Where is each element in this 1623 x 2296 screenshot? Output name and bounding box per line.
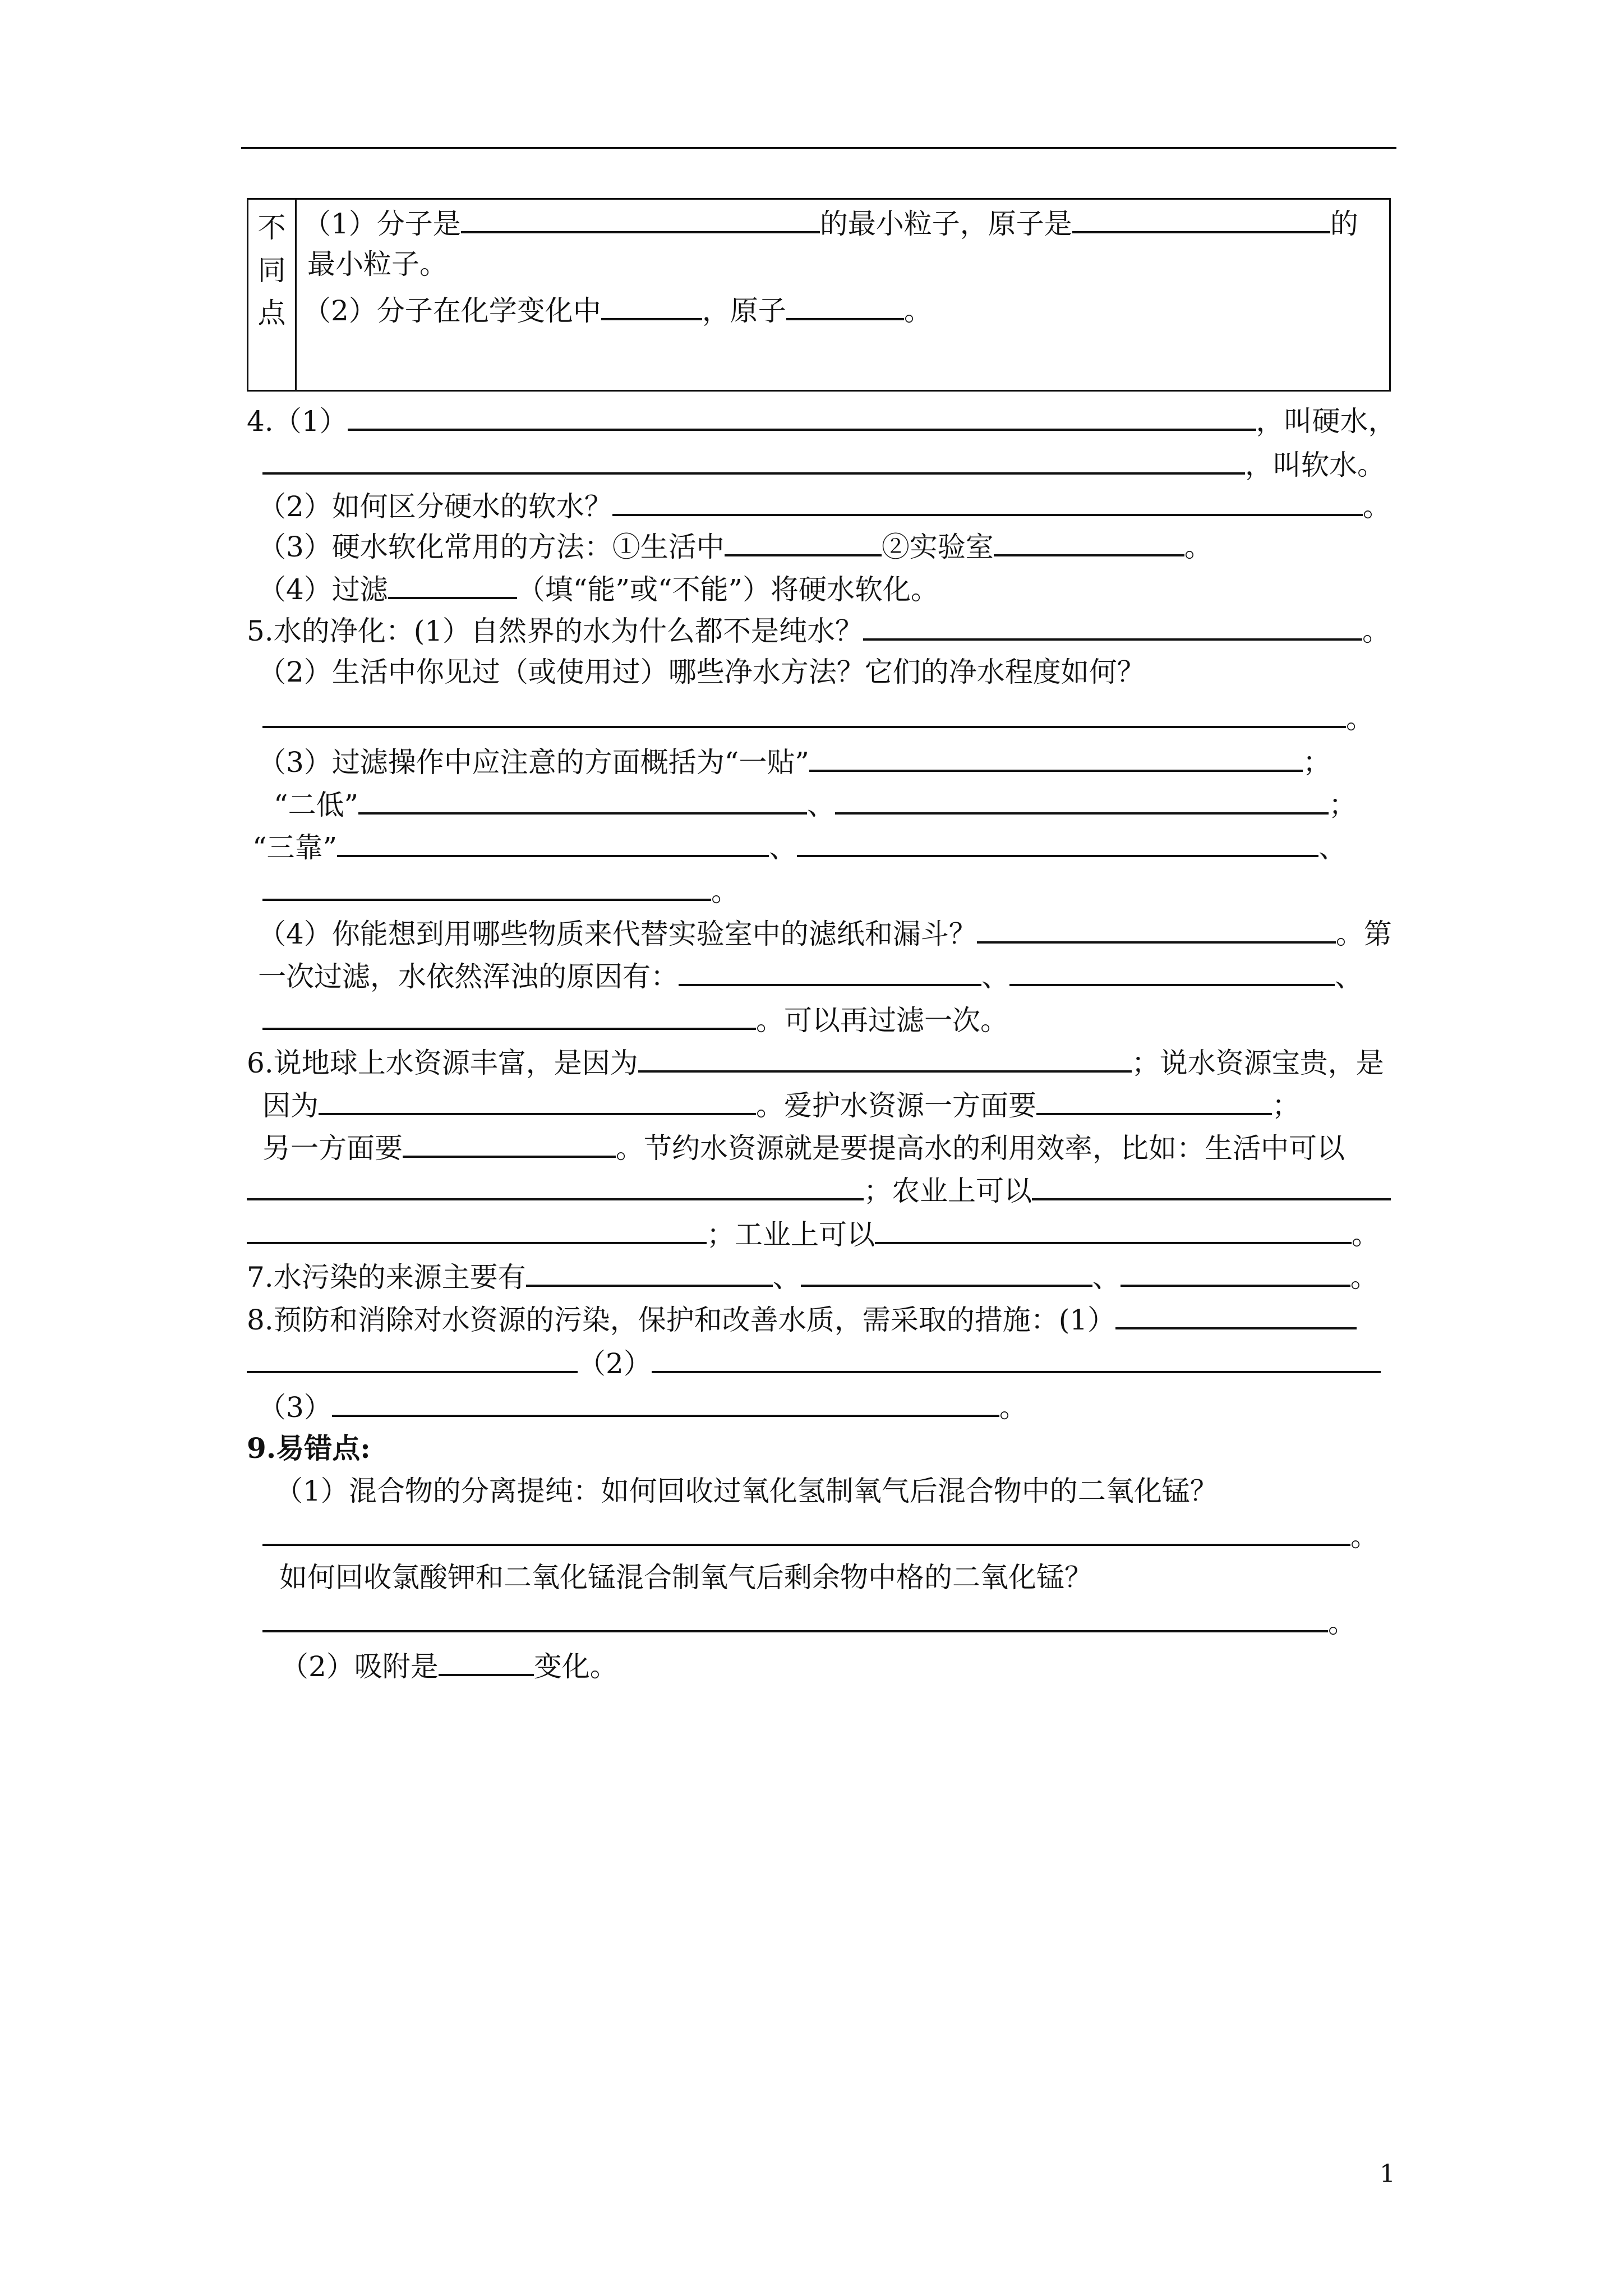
text: （1）分子是 [303, 208, 461, 240]
text: ；工业上可以 [707, 1218, 875, 1251]
blank[interactable] [262, 1604, 1328, 1632]
blank[interactable] [262, 873, 711, 901]
q5-line-6 [252, 829, 1347, 864]
table-side-label [248, 200, 297, 390]
q5-line-2: （2）生活中你见过（或使用过）哪些净水方法？它们的净水程度如何？ [258, 656, 1145, 688]
text: 。爱护水资源一方面要 [756, 1089, 1036, 1122]
text: 。节约水资源就是要提高水的利用效率，比如：生活中可以 [616, 1132, 1345, 1165]
blank[interactable] [526, 1259, 773, 1287]
text: （2）吸附是 [280, 1650, 439, 1683]
blank[interactable] [262, 1518, 1350, 1546]
q9-line-3: 如何回收氯酸钾和二氧化锰混合制氧气后剩余物中格的二氧化锰？ [279, 1561, 1092, 1594]
q5-line-7 [262, 873, 739, 908]
side-char: 同 [257, 254, 286, 287]
blank[interactable] [977, 915, 1336, 944]
blank[interactable] [247, 1172, 864, 1200]
text: 。 [903, 295, 932, 327]
blank[interactable] [1121, 1259, 1350, 1287]
blank[interactable] [337, 829, 769, 857]
blank[interactable] [1009, 958, 1335, 986]
q8-line-3 [258, 1389, 1027, 1424]
text: ；说水资源宝贵，是 [1131, 1047, 1384, 1079]
q4-line-5 [258, 571, 939, 606]
text: （2） [578, 1347, 652, 1380]
text: ②实验室 [881, 531, 994, 563]
text: ，叫软水。 [1245, 449, 1385, 481]
table-row-1 [303, 205, 1358, 241]
q5-line-4 [258, 744, 1331, 779]
blank[interactable] [875, 1216, 1352, 1244]
q4-line-1 [247, 403, 1396, 438]
blank[interactable] [247, 1216, 707, 1244]
text: （3） [258, 1391, 332, 1424]
text: 另一方面要 [262, 1132, 403, 1165]
q9-title: 9.易错点: [247, 1432, 371, 1465]
text: 。 [1184, 531, 1212, 563]
blank[interactable] [403, 1130, 616, 1158]
text: ； [1302, 746, 1331, 779]
blank[interactable] [332, 1389, 999, 1417]
text: 4.（1） [247, 405, 348, 438]
text: 7.水污染的来源主要有 [247, 1261, 526, 1294]
blank[interactable] [638, 1045, 1132, 1073]
text: 、 [981, 960, 1009, 993]
blank[interactable] [1032, 1172, 1391, 1200]
blank[interactable] [652, 1345, 1381, 1373]
text: 。 [1362, 615, 1391, 647]
q5-line-8 [258, 915, 1392, 951]
table-row-2: 最小粒子。 [307, 248, 448, 280]
text: 、 [1318, 831, 1347, 864]
blank[interactable] [1036, 1087, 1272, 1115]
page-number: 1 [1380, 2160, 1395, 2188]
blank[interactable] [801, 1259, 1092, 1287]
text: ，原子 [702, 295, 786, 327]
q4-line-4 [258, 528, 1212, 564]
blank[interactable] [835, 786, 1329, 815]
q9-line-1: （1）混合物的分离提纯：如何回收过氧化氢制氧气后混合物中的二氧化锰？ [275, 1475, 1218, 1507]
text: ； [1272, 1089, 1300, 1122]
text: “三靠” [252, 831, 338, 864]
q5-line-10 [262, 1002, 1008, 1037]
text: 、 [807, 789, 836, 821]
side-char: 不 [257, 211, 286, 244]
q8-line-2 [247, 1345, 1381, 1381]
text: 。可以再过滤一次。 [756, 1004, 1008, 1037]
text: 。 [1350, 1520, 1378, 1553]
text: 一次过滤，水依然浑浊的原因有： [258, 960, 679, 993]
header-rule [241, 147, 1396, 149]
text: 、 [769, 831, 797, 864]
q6-line-4 [247, 1172, 1391, 1208]
blank[interactable] [863, 613, 1362, 641]
text: ；农业上可以 [864, 1175, 1032, 1207]
blank[interactable] [247, 1345, 578, 1373]
text: 。 [711, 875, 739, 908]
text: 。 [1350, 1261, 1378, 1294]
text: 。 [1328, 1607, 1356, 1639]
q9-line-2 [262, 1518, 1378, 1553]
blank[interactable] [797, 829, 1318, 857]
blank[interactable] [1115, 1301, 1357, 1329]
q6-line-3 [262, 1130, 1345, 1165]
blank[interactable] [601, 292, 702, 320]
q9-line-4 [262, 1604, 1356, 1640]
side-char: 点 [257, 297, 286, 329]
text: （2）分子在化学变化中 [303, 295, 601, 327]
text: ； [1329, 789, 1357, 821]
blank[interactable] [439, 1648, 534, 1676]
text: （填“能”或“不能”）将硬水软化。 [517, 573, 939, 606]
q6-line-5 [247, 1216, 1380, 1251]
q5-line-1 [247, 613, 1390, 648]
q6-line-2 [262, 1087, 1300, 1122]
text: 因为 [262, 1089, 319, 1122]
blank[interactable] [994, 528, 1184, 556]
blank[interactable] [809, 744, 1303, 772]
q6-line-1 [247, 1045, 1384, 1080]
q8-line-1 [247, 1301, 1357, 1337]
text: 、 [772, 1261, 801, 1294]
blank[interactable] [348, 403, 1256, 431]
blank[interactable] [262, 447, 1245, 475]
text: 8.预防和消除对水资源的污染，保护和改善水质，需采取的措施：(1） [247, 1304, 1116, 1336]
q4-line-2 [262, 447, 1385, 482]
text: 、 [1335, 960, 1363, 993]
blank[interactable] [461, 205, 820, 233]
text: 的最小粒子，原子是 [819, 208, 1072, 240]
text: （2）如何区分硬水的软水？ [258, 490, 612, 523]
text: （3）硬水软化常用的方法：①生活中 [258, 531, 725, 563]
text: 。 [1346, 702, 1374, 735]
blank[interactable] [786, 292, 904, 320]
q9-line-5 [280, 1648, 618, 1683]
text: “二低” [274, 789, 359, 821]
blank[interactable] [612, 488, 1363, 516]
blank[interactable] [262, 700, 1346, 728]
text: 。 [999, 1391, 1027, 1424]
text: 的 [1330, 208, 1358, 240]
text: 。 [1362, 490, 1391, 523]
text: （4）过滤 [258, 573, 388, 606]
blank[interactable] [725, 528, 882, 556]
table-row-3 [303, 292, 932, 328]
q5-line-5 [274, 786, 1357, 822]
blank[interactable] [319, 1087, 756, 1115]
text: ，叫硬水， [1256, 405, 1396, 438]
text: 、 [1092, 1261, 1121, 1294]
q7-line [247, 1259, 1378, 1294]
text: 。第 [1335, 918, 1392, 950]
blank[interactable] [262, 1002, 756, 1030]
q5-line-9 [258, 958, 1363, 993]
text: 5.水的净化：(1）自然界的水为什么都不是纯水？ [247, 615, 864, 647]
text: 6.说地球上水资源丰富，是因为 [247, 1047, 638, 1079]
blank[interactable] [1072, 205, 1330, 233]
text: （4）你能想到用哪些物质来代替实验室中的滤纸和漏斗？ [258, 918, 977, 950]
q5-line-3 [262, 700, 1374, 735]
q4-line-3 [258, 488, 1391, 523]
text: 变化。 [533, 1650, 618, 1683]
text: 。 [1352, 1218, 1380, 1251]
text: （3）过滤操作中应注意的方面概括为“一贴” [258, 746, 809, 779]
blank[interactable] [388, 571, 517, 599]
blank[interactable] [358, 786, 807, 815]
blank[interactable] [679, 958, 981, 986]
